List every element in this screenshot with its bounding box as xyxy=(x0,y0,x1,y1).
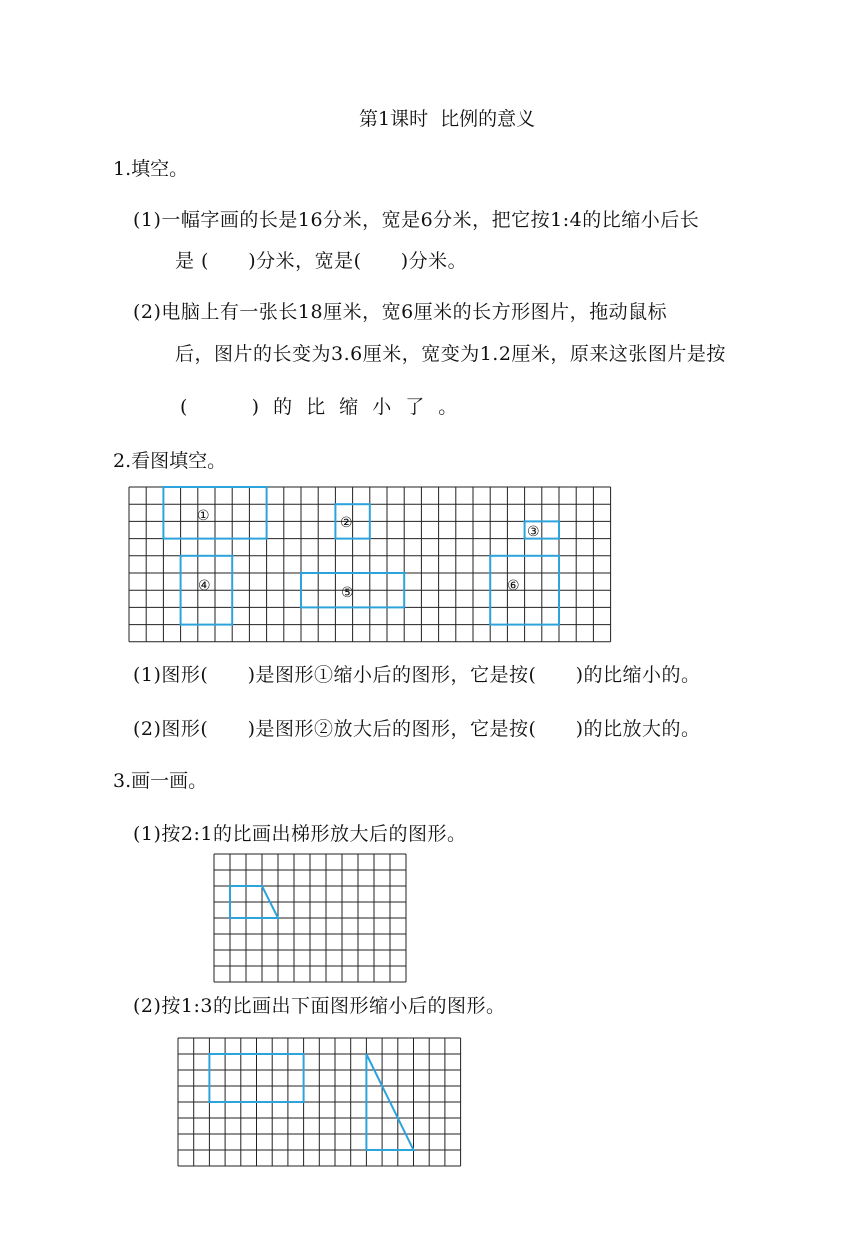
q1-p2-line1: (2)电脑上有一张长18厘米，宽6厘米的长方形图片，拖动鼠标 xyxy=(133,301,668,323)
page-title: 第1课时 比例的意义 xyxy=(359,108,536,130)
q2-grid xyxy=(129,487,611,644)
q2-heading: 2.看图填空。 xyxy=(113,450,227,472)
figure-label-6: ⑥ xyxy=(507,578,520,594)
figure-label-2: ② xyxy=(340,515,353,531)
q3-heading: 3.画一画。 xyxy=(113,770,208,792)
figure-label-4: ④ xyxy=(198,578,211,594)
q1-heading: 1.填空。 xyxy=(113,158,189,180)
figure-label-5: ⑤ xyxy=(341,585,354,601)
q3-grid-1 xyxy=(214,854,408,984)
q3-p1: (1)按2:1的比画出梯形放大后的图形。 xyxy=(133,823,467,845)
q2-p2: (2)图形( )是图形②放大后的图形，它是按( )的比放大的。 xyxy=(133,718,701,740)
q3-p2: (2)按1:3的比画出下面图形缩小后的图形。 xyxy=(133,995,506,1017)
figure-label-1: ① xyxy=(197,508,210,524)
q3-grid-2 xyxy=(178,1038,464,1168)
q2-p1: (1)图形( )是图形①缩小后的图形，它是按( )的比缩小的。 xyxy=(133,664,701,686)
q1-p2-line2: 后，图片的长变为3.6厘米，宽变为1.2厘米，原来这张图片是按 xyxy=(175,343,726,365)
figure-label-3: ③ xyxy=(527,524,540,540)
q1-p1-line1: (1)一幅字画的长是16分米，宽是6分米，把它按1:4的比缩小后长 xyxy=(133,209,700,231)
q1-p1-line2: 是 ( )分米，宽是( )分米。 xyxy=(175,250,468,272)
q1-p2-line3: ( ) 的 比 缩 小 了 。 xyxy=(180,396,462,418)
